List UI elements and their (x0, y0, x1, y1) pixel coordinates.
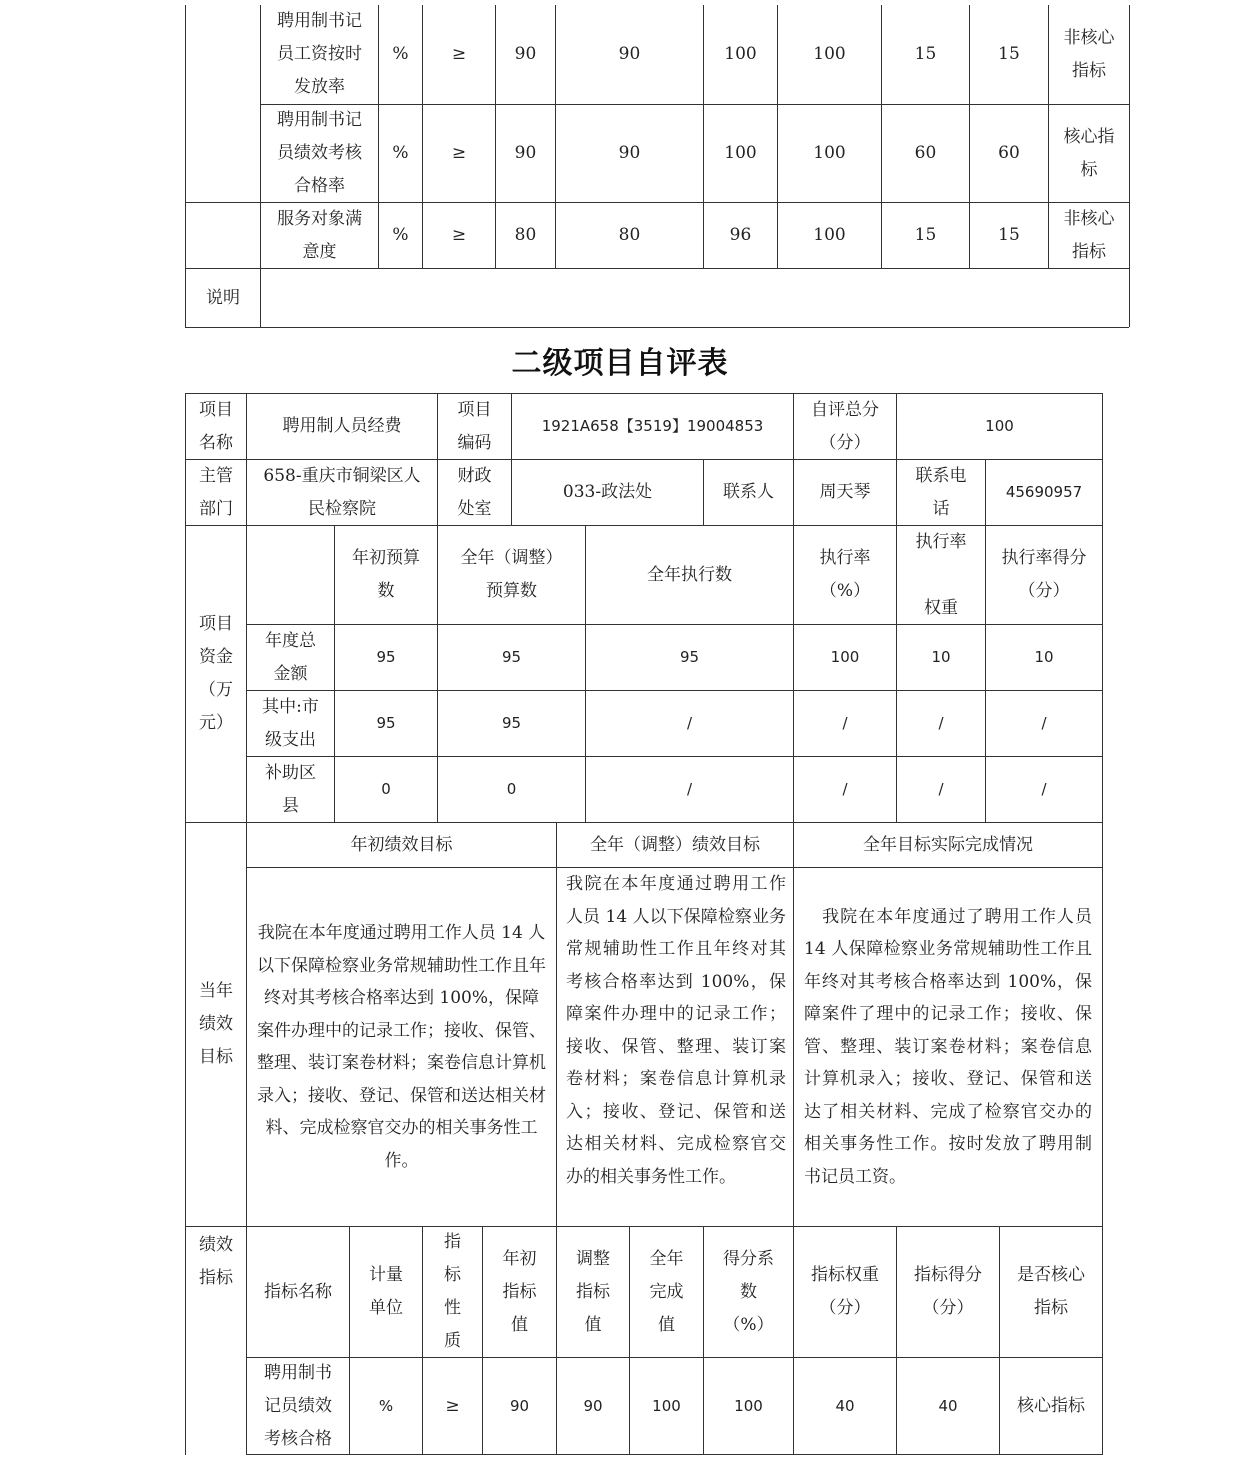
score-coefficient: 100 (813, 44, 846, 64)
adjusted-value: 90 (618, 143, 641, 163)
project-code-label: 项目 编码 (457, 399, 492, 453)
indicators-section-label: 绩效 指标 (199, 1235, 233, 1288)
note-label: 说明 (206, 287, 240, 308)
funds-col-header: 年初预算 数 (352, 548, 420, 601)
initial-goal-text: 我院在本年度通过聘用工作人员 14 人以下保障检察业务常规辅助性工作且年终对其考核合格率达到 100%，保障案件办理中的记录工作；接收、保管、整理、装订案卷材料；案卷信息计算机录入；接收、登记、保管和送达相关材料、完成检察官交办的相关事务性工作。 (257, 923, 546, 1171)
indicator-col-header: 得分系 数 （%） (723, 1248, 774, 1335)
actual-goal-cell (794, 868, 1102, 1226)
funds-col-header: 执行率 （%） (819, 548, 871, 601)
indicator-col-header: 指标名称 (264, 1281, 332, 1302)
executed-amount: / (686, 714, 693, 732)
actual-value: 100 (652, 1396, 681, 1415)
adjusted-goal-text: 我院在本年度通过聘用工作人员 14 人以下保障检察业务常规辅助性工作且年终对其考核合格率达到 100%，保障案件办理中的记录工作；接收、保管、整理、装订案卷材料；案卷信息计算机录入；接收、登记、保管和送达相关材料、完成检察官交办的相关事务性工作。 (566, 874, 786, 1187)
initial-value: 90 (514, 143, 537, 163)
note-value (261, 269, 1129, 327)
funds-section-label: 项目 资金 （万 元） (199, 614, 233, 733)
indicator-col-header: 全年 完成 值 (649, 1248, 684, 1335)
score-coefficient: 100 (813, 143, 846, 163)
funds-col-header: 全年执行数 (647, 564, 732, 585)
total-score-label: 自评总分 （分） (811, 399, 879, 453)
unit: % (392, 143, 409, 163)
initial-value: 90 (509, 1396, 530, 1415)
indicator-col-header: 指 标 性 质 (444, 1232, 461, 1351)
total-score-value: 100 (985, 417, 1014, 435)
indicator-name: 服务对象满 意度 (277, 208, 362, 262)
contact-label: 联系人 (723, 482, 774, 502)
weight: 15 (914, 44, 937, 64)
finance-office-label: 财政 处室 (457, 465, 492, 519)
unit: % (392, 225, 409, 245)
unit: % (392, 44, 409, 64)
row-divider (246, 1454, 1103, 1455)
adjusted-value: 90 (618, 44, 641, 64)
indicator-col-header: 调整 指标 值 (576, 1248, 610, 1335)
score: 40 (938, 1396, 958, 1415)
funds-col-header: 执行率得分 （分） (1001, 548, 1087, 601)
weight: 60 (914, 143, 937, 163)
col-divider (1129, 5, 1130, 327)
funds-row-label: 补助区 县 (265, 762, 316, 816)
initial-budget: 95 (376, 648, 396, 666)
phone-label: 联系电 话 (915, 465, 967, 519)
goals-section-label: 当年 绩效 目标 (199, 981, 233, 1067)
initial-value: 80 (514, 225, 537, 245)
indicator-col-header: 指标得分 （分） (914, 1265, 982, 1318)
nature: ≥ (445, 1395, 460, 1416)
project-name-label: 项目 名称 (199, 399, 233, 453)
indicator-col-header: 计量 单位 (369, 1265, 403, 1318)
score: 60 (998, 143, 1020, 163)
unit: % (378, 1396, 394, 1415)
rate-score: / (1041, 714, 1047, 732)
execution-rate: / (842, 714, 848, 732)
executed-amount: 95 (679, 648, 700, 666)
funds-col-header: 执行率 权重 (915, 531, 967, 618)
department-label: 主管 部门 (199, 465, 233, 519)
nature: ≥ (451, 225, 467, 245)
department-value: 658-重庆市铜梁区人 民检察院 (263, 465, 421, 519)
weight: 40 (835, 1396, 855, 1415)
contact-value: 周天琴 (819, 482, 871, 502)
row-divider (185, 327, 1129, 328)
rate-weight: / (938, 714, 944, 732)
execution-rate: 100 (830, 648, 860, 666)
score: 15 (998, 44, 1020, 64)
execution-rate: / (842, 780, 848, 798)
score-coefficient: 100 (734, 1396, 763, 1415)
indicator-col-header: 是否核心 指标 (1017, 1265, 1085, 1318)
page-title: 二级项目自评表 (511, 346, 729, 381)
phone-value: 45690957 (1005, 483, 1083, 501)
core-flag: 核心指 标 (1063, 126, 1115, 180)
funds-row-label: 其中:市 级支出 (262, 696, 319, 750)
indicator-name: 聘用制书 记员绩效 考核合格 (264, 1362, 332, 1449)
core-flag: 非核心 指标 (1063, 27, 1115, 81)
adjusted-value: 90 (583, 1396, 603, 1415)
initial-budget: 95 (376, 714, 396, 732)
initial-budget: 0 (381, 780, 391, 798)
score: 15 (998, 225, 1020, 245)
actual-goal-header: 全年目标实际完成情况 (863, 834, 1033, 855)
core-flag: 核心指标 (1017, 1395, 1085, 1416)
rate-weight: 10 (931, 648, 951, 666)
funds-row-label: 年度总 金额 (265, 630, 316, 684)
finance-office-value: 033-政法处 (562, 482, 653, 502)
project-code-value: 1921A658【3519】19004853 (541, 417, 764, 435)
executed-amount: / (686, 780, 693, 798)
actual-value: 100 (724, 143, 757, 163)
core-flag: 非核心 指标 (1063, 208, 1115, 262)
rate-score: / (1041, 780, 1047, 798)
initial-goal-cell (247, 868, 556, 1226)
indicator-name: 聘用制书记 员绩效考核 合格率 (277, 110, 362, 196)
initial-goal-header: 年初绩效目标 (350, 834, 453, 855)
indicator-col-header: 指标权重 （分） (811, 1265, 879, 1318)
adjusted-budget: 95 (501, 714, 522, 732)
col-divider (556, 822, 557, 1226)
actual-goal-text: 我院在本年度通过了聘用工作人员 14 人保障检察业务常规辅助性工作且年终对其考核合格率达到 100%，保障案件了理中的记录工作；接收、保管、整理、装订案卷材料；案卷信息计算机录入；接收、登记、保管和送达了相关材料、完成了检察官交办的相关事务性工作。按时发放了聘用制书记员工资。 (804, 906, 1092, 1187)
initial-value: 90 (514, 44, 537, 64)
indicator-name: 聘用制书记 员工资按时 发放率 (277, 11, 362, 97)
adjusted-goal-header: 全年（调整）绩效目标 (590, 834, 760, 855)
nature: ≥ (451, 44, 467, 64)
score-coefficient: 100 (813, 225, 846, 245)
actual-value: 100 (724, 44, 757, 64)
rate-score: 10 (1034, 648, 1054, 666)
project-name-value: 聘用制人员经费 (282, 416, 402, 436)
adjusted-value: 80 (618, 225, 641, 245)
nature: ≥ (451, 143, 467, 163)
indicator-col-header: 年初 指标 值 (502, 1248, 537, 1335)
weight: 15 (914, 225, 937, 245)
funds-col-header: 全年（调整） 预算数 (460, 548, 563, 601)
table-border (1102, 393, 1103, 1455)
adjusted-budget: 0 (506, 780, 517, 798)
actual-value: 96 (729, 225, 752, 245)
adjusted-budget: 95 (501, 648, 522, 666)
funds-col-header (247, 526, 334, 624)
rate-weight: / (938, 780, 944, 798)
